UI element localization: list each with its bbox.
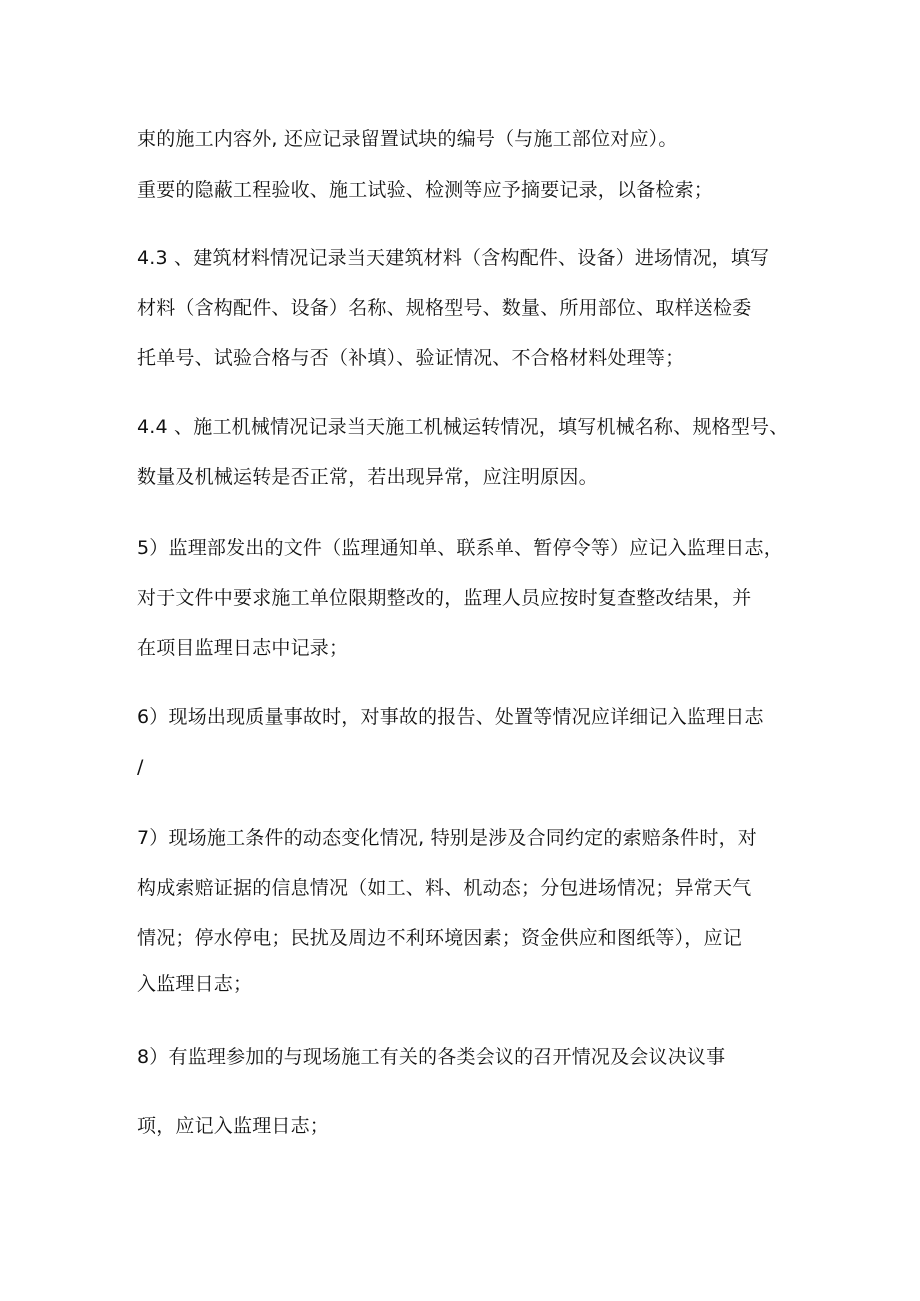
text-line: 重要的隐蔽工程验收、施工试验、检测等应予摘要记录，以备检索；: [137, 179, 714, 201]
text-line: 在项目监理日志中记录；: [137, 637, 349, 659]
text-line: 4.3 、建筑材料情况记录当天建筑材料（含构配件、设备）进场情况，填写: [137, 247, 770, 269]
text-line: /: [137, 756, 144, 778]
text-line: 束的施工内容外, 还应记录留置试块的编号（与施工部位对应）。: [137, 128, 678, 150]
text-line: 6）现场出现质量事故时，对事故的报告、处置等情况应详细记入监理日志: [137, 706, 764, 728]
text-line: 构成索赔证据的信息情况（如工、料、机动态；分包进场情况；异常天气: [137, 877, 752, 899]
text-line: 数量及机械运转是否正常，若出现异常，应注明原因。: [137, 466, 598, 488]
text-line: 项，应记入监理日志；: [137, 1115, 330, 1137]
text-line: 7）现场施工条件的动态变化情况, 特别是涉及合同约定的索赔条件时，对: [137, 827, 757, 849]
text-line: 4.4 、施工机械情况记录当天施工机械运转情况，填写机械名称、规格型号、: [137, 416, 789, 438]
text-line: 5）监理部发出的文件（监理通知单、联系单、暂停令等）应记入监理日志，: [137, 537, 783, 559]
text-line: 情况；停水停电；民扰及周边不利环境因素；资金供应和图纸等），应记: [137, 927, 742, 949]
text-line: 托单号、试验合格与否（补填）、验证情况、不合格材料处理等；: [137, 347, 685, 369]
text-line: 对于文件中要求施工单位限期整改的，监理人员应按时复查整改结果，并: [137, 587, 752, 609]
text-line: 8）有监理参加的与现场施工有关的各类会议的召开情况及会议决议事: [137, 1046, 726, 1068]
text-line: 材料（含构配件、设备）名称、规格型号、数量、所用部位、取样送检委: [137, 297, 752, 319]
text-line: 入监理日志；: [137, 973, 253, 995]
